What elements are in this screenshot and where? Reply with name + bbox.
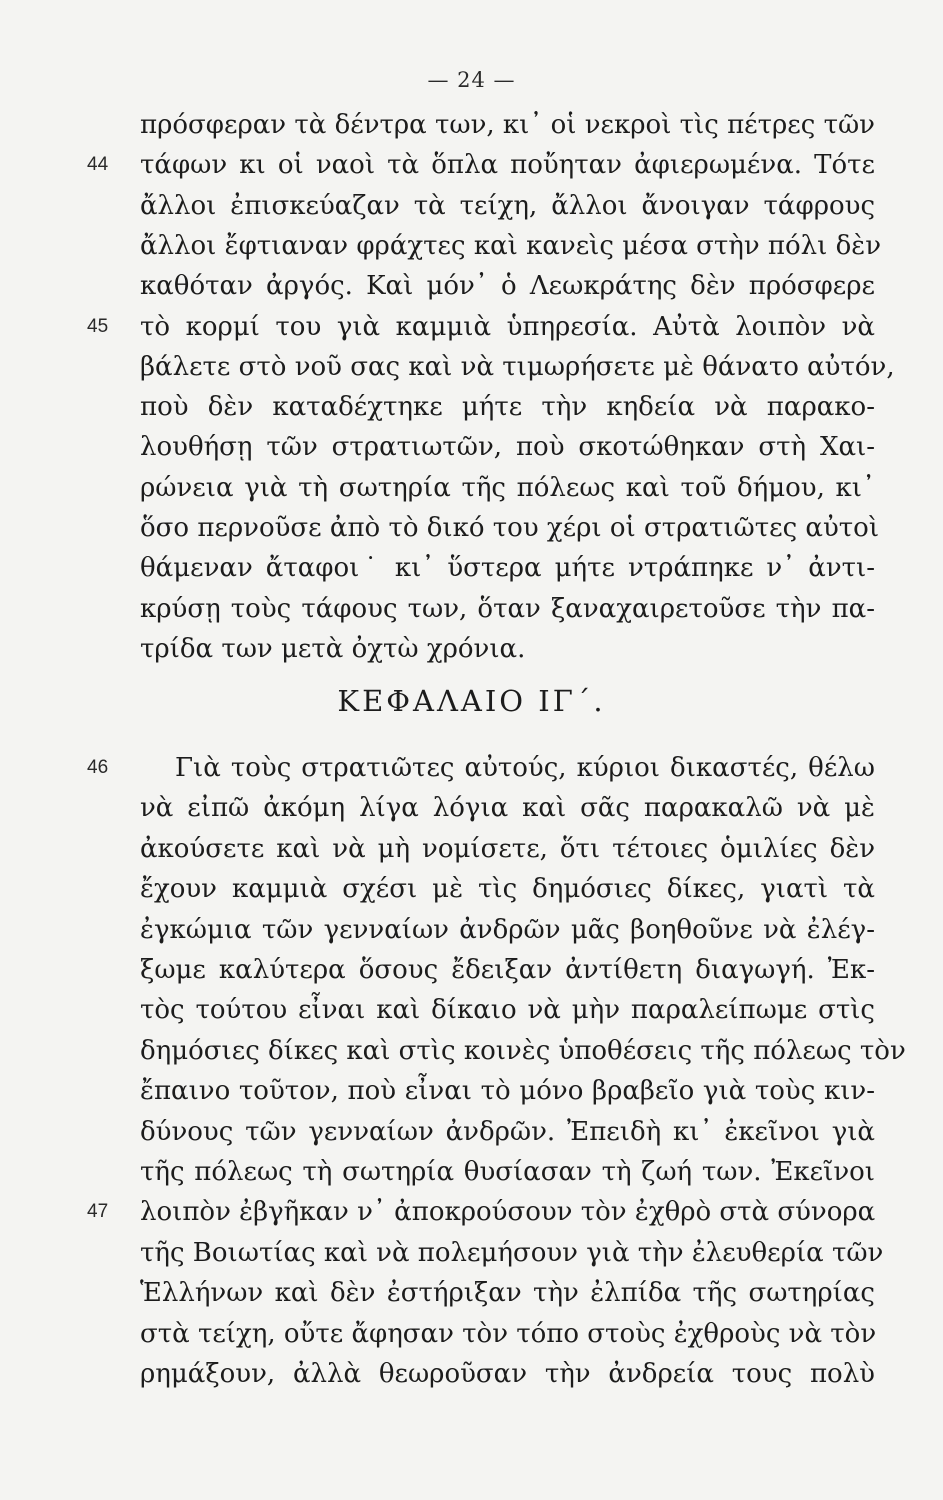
line-text: βάλετε στὸ νοῦ σας καὶ νὰ τιμωρήσετε μὲ θάνατο αὐτόν, (140, 351, 895, 382)
line-text: ἐγκώμια τῶν γενναίων ἀνδρῶν μᾶς βοηθοῦνε νὰ ἐλέγ- (140, 914, 875, 945)
line-text: ρημάξουν, ἀλλὰ θεωροῦσαν τὴν ἀνδρεία τους πολὺ (140, 1359, 875, 1389)
line-text: ἀκούσετε καὶ νὰ μὴ νομίσετε, ὅτι τέτοιες ὁμιλίες δὲν (140, 833, 875, 864)
line-text: θάμεναν ἄταφοι˙ κι᾽ ὕστερα μήτε ντράπηκε ν᾽ ἀντι- (140, 553, 875, 584)
line-text: ἔπαινο τοῦτον, ποὺ εἶναι τὸ μόνο βραβεῖο γιὰ τοὺς κιν- (140, 1076, 875, 1107)
line-text: ξωμε καλύτερα ὅσους ἔδειξαν ἀντίθετη διαγωγή. Ἐκ- (140, 955, 875, 985)
line-text: Ἑλλήνων καὶ δὲν ἐστήριξαν τὴν ἐλπίδα τῆς σωτηρίας (140, 1278, 875, 1309)
line-text: ὅσο περνοῦσε ἀπὸ τὸ δικό του χέρι οἱ στρατιῶτες αὐτοὶ (140, 513, 880, 543)
line-text: τῆς Βοιωτίας καὶ νὰ πολεμήσουν γιὰ τὴν ἐλευθερία τῶν (140, 1237, 884, 1268)
line-text: δημόσιες δίκες καὶ στὶς κοινὲς ὑποθέσεις τῆς πόλεως τὸν (140, 1035, 906, 1066)
chapter-heading: ΚΕΦΑΛΑΙΟ ΙΓ΄. (337, 684, 606, 718)
section-number: 44 (87, 154, 109, 176)
line-text: τὸς τούτου εἶναι καὶ δίκαιο νὰ μὴν παραλείπωμε στὶς (140, 995, 875, 1026)
line-text: τάφων κι οἱ ναοὶ τὰ ὅπλα ποὔηταν ἀφιερωμένα. Τότε (140, 150, 875, 181)
line-text: πρόσφεραν τὰ δέντρα των, κι᾽ οἱ νεκροὶ τὶς πέτρες τῶν (140, 110, 875, 140)
section-number: 45 (87, 315, 109, 337)
line-text: ἄλλοι ἐπισκεύαζαν τὰ τείχη, ἄλλοι ἄνοιγαν τάφρους (140, 190, 875, 221)
line-text: τὸ κορμί του γιὰ καμμιὰ ὑπηρεσία. Αὐτὰ λοιπὸν νὰ (140, 311, 875, 342)
section-number: 46 (87, 757, 109, 778)
line-text: λοιπὸν ἐβγῆκαν ν᾽ ἀποκρούσουν τὸν ἐχθρὸ στὰ σύνορα (140, 1197, 876, 1228)
line-text: Γιὰ τοὺς στρατιῶτες αὐτούς, κύριοι δικαστές, θέλω (175, 753, 875, 783)
line-text: κρύσῃ τοὺς τάφους των, ὅταν ξαναχαιρετοῦσε τὴν πα- (140, 593, 875, 624)
line-text: ἔχουν καμμιὰ σχέσι μὲ τὶς δημόσιες δίκες, γιατὶ τὰ (140, 874, 875, 905)
line-text: νὰ εἰπῶ ἀκόμη λίγα λόγια καὶ σᾶς παρακαλῶ νὰ μὲ (140, 793, 875, 824)
line-text: τῆς πόλεως τὴ σωτηρία θυσίασαν τὴ ζωή των. Ἐκεῖνοι (140, 1157, 875, 1187)
line-text: ρώνεια γιὰ τὴ σωτηρία τῆς πόλεως καὶ τοῦ δήμου, κι᾽ (140, 472, 875, 503)
line-text: ποὺ δὲν καταδέχτηκε μήτε τὴν κηδεία νὰ παρακο- (140, 392, 875, 423)
line-text: τρίδα των μετὰ ὀχτὼ χρόνια. (140, 633, 526, 664)
line-text: δύνους τῶν γενναίων ἀνδρῶν. Ἐπειδὴ κι᾽ ἐκεῖνοι γιὰ (140, 1116, 875, 1147)
line-text: στὰ τείχη, οὔτε ἄφησαν τὸν τόπο στοὺς ἐχθροὺς νὰ τὸν (140, 1318, 877, 1349)
line-text: καθόταν ἀργός. Καὶ μόν᾽ ὁ Λεωκράτης δὲν πρόσφερε (140, 271, 875, 302)
page-number: — 24 — (427, 68, 516, 92)
section-number: 47 (87, 1201, 109, 1223)
line-text: λουθήσῃ τῶν στρατιωτῶν, ποὺ σκοτώθηκαν στὴ Χαι- (140, 432, 875, 463)
line-text: ἄλλοι ἔφτιαναν φράχτες καὶ κανεὶς μέσα στὴν πόλι δὲν (140, 230, 882, 261)
